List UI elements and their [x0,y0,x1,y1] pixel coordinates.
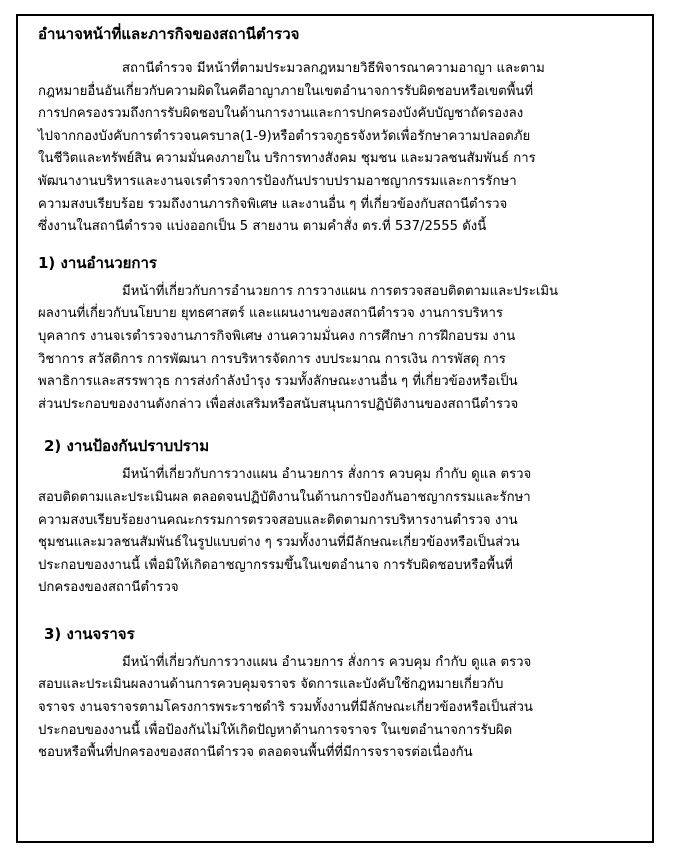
section-line: ชอบหรือพื้นที่ปกครองของสถานีตำรวจ ตลอดจนพื้นที่ที่มีการจราจรต่อเนื่องกัน [38,745,473,761]
section-line: จราจร งานจราจรตามโครงการพระราชดำริ รวมทั้งงานที่มีลักษณะเกี่ยวข้องหรือเป็นส่วน [38,700,533,716]
intro-line: ความสงบเรียบร้อย รวมถึงงานภารกิจพิเศษ และงานอื่น ๆ ที่เกี่ยวข้องกับสถานีตำรวจ [38,196,508,212]
intro-line: ไปจากกองบังคับการตำรวจนครบาล(1-9)หรือตำรวจภูธรจังหวัดเพื่อรักษาความปลอดภัย [38,128,531,144]
section-line: มีหน้าที่เกี่ยวกับการวางแผน อำนวยการ สั่งการ ควบคุม กำกับ ดูแล ตรวจ [122,654,532,670]
section-line: สอบและประเมินผลงานด้านการควบคุมจราจร จัดการและบังคับใช้กฎหมายเกี่ยวกับ [38,677,504,693]
section-heading-traffic: 3) งานจราจร [44,624,135,643]
section-line: บุคลากร งานจเรตำรวจงานภารกิจพิเศษ งานความมั่นคง การศึกษา การฝึกอบรม งาน [38,328,516,344]
section-line: สอบติดตามและประเมินผล ตลอดจนปฏิบัติงานในด้านการป้องกันอาชญากรรมและรักษา [38,489,531,505]
intro-line: กฎหมายอื่นอันเกี่ยวกับความผิดในคดีอาญาภายในเขตอำนาจการรับผิดชอบหรือเขตพื้นที่ [38,83,534,99]
document-frame [16,14,654,843]
intro-line: ในชีวิตและทรัพย์สิน ความมั่นคงภายใน บริการทางสังคม ชุมชน และมวลชนสัมพันธ์ การ [38,151,536,167]
section-paragraph-crime-prevention [38,464,642,600]
section-line: ปกครองของสถานีตำรวจ [38,580,179,596]
intro-line: พัฒนางานบริหารและงานจเรตำรวจการป้องกันปราบปรามอาชญากรรมและการรักษา [38,173,517,189]
section-line: พลาธิการและสรรพาวุธ การส่งกำลังบำรุง รวมทั้งลักษณะงานอื่น ๆ ที่เกี่ยวข้องหรือเป็น [38,374,518,390]
section-paragraph-traffic [38,652,642,765]
intro-paragraph [38,58,642,239]
intro-line: การปกครองรวมถึงการรับผิดชอบในด้านการงานและการปกครองบังคับบัญชาถัดรองลง [38,106,524,122]
section-heading-administration: 1) งานอำนวยการ [38,253,157,272]
section-line: ผลงานที่เกี่ยวกับนโยบาย ยุทธศาสตร์ และแผนงานของสถานีตำรวจ งานการบริหาร [38,306,503,322]
document-title: อำนาจหน้าที่และภารกิจของสถานีตำรวจ [38,25,300,43]
section-line: ความสงบเรียบร้อยงานคณะกรรมการตรวจสอบและติดตามการบริหารงานตำรวจ งาน [38,512,518,528]
intro-line: สถานีตำรวจ มีหน้าที่ตามประมวลกฎหมายวิธีพิจารณาความอาญา และตาม [122,61,545,76]
section-line: ส่วนประกอบของงานดังกล่าว เพื่อส่งเสริมหรือสนับสนุนการปฏิบัติงานของสถานีตำรวจ [38,396,519,412]
section-line: ประกอบของงานนี้ เพื่อมิให้เกิดอาชญากรรมขึ้นในเขตอำนาจ การรับผิดชอบหรือพื้นที่ [38,557,513,573]
section-line: มีหน้าที่เกี่ยวกับการวางแผน อำนวยการ สั่งการ ควบคุม กำกับ ดูแล ตรวจ [122,467,532,483]
section-line: ชุมชนและมวลชนสัมพันธ์ในรูปแบบต่าง ๆ รวมทั้งงานที่มีลักษณะเกี่ยวข้องหรือเป็นส่วน [38,535,520,551]
intro-line: ซึ่งงานในสถานีตำรวจ แบ่งออกเป็น 5 สายงาน ตามคำสั่ง ตร.ที่ 537/2555 ดังนี้ [38,219,487,235]
section-line: ประกอบของงานนี้ เพื่อป้องกันไม่ให้เกิดปัญหาด้านการจราจร ในเขตอำนาจการรับผิด [38,722,513,738]
section-line: มีหน้าที่เกี่ยวกับการอำนวยการ การวางแผน การตรวจสอบติดตามและประเมิน [122,283,559,299]
section-paragraph-administration [38,281,642,417]
section-heading-crime-prevention: 2) งานป้องกันปราบปราม [44,437,210,456]
section-line: วิชาการ สวัสดิการ การพัฒนา การบริหารจัดการ งบประมาณ การเงิน การพัสดุ การ [38,351,506,367]
